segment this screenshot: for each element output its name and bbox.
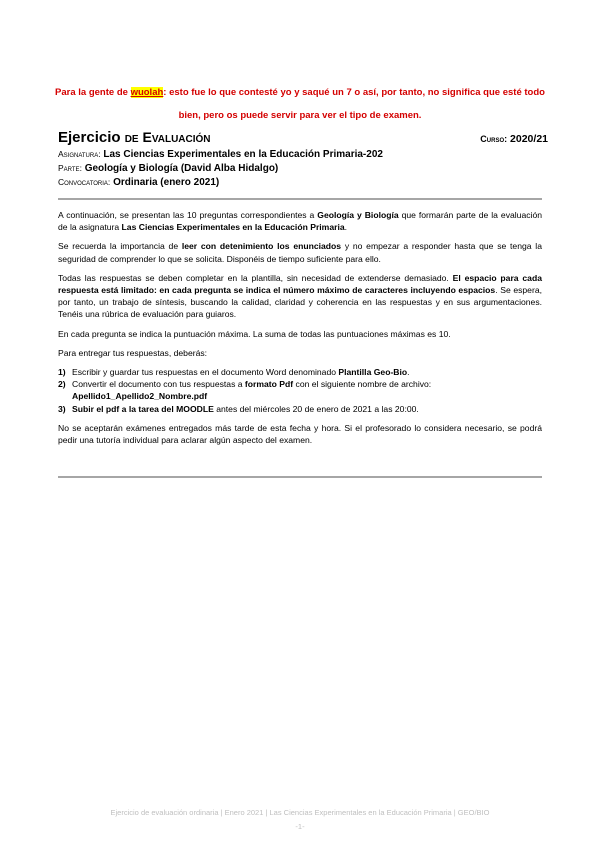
course-year: Curso: 2020/21 — [480, 133, 548, 145]
paragraph-reading: Se recuerda la importancia de leer con detenimiento los enunciados y no empezar a responder hasta que se tenga la seguridad de comprender lo que se solicita. Disponéis de tiempo suficiente para ello. — [58, 241, 542, 264]
paragraph-delivery: Para entregar tus respuestas, deberás: — [58, 347, 208, 358]
wuolah-note-line2: bien, pero os puede servir para ver el tipo de examen. — [178, 110, 422, 121]
wuolah-note-line1: Para la gente de wuolah: esto fue lo que contesté yo y saqué un 7 o así, por tanto, no significa que esté todo — [55, 87, 545, 98]
list-item: 1) Escribir y guardar tus respuestas en el documento Word denominado Plantilla Geo-Bio. — [58, 367, 410, 378]
page-title: Ejercicio de Evaluación — [58, 129, 211, 146]
footer-text: Ejercicio de evaluación ordinaria | Enero 2021 | Las Ciencias Experimentales en la Educación Primaria | GEO/BIO — [110, 808, 490, 817]
paragraph-deadline: No se aceptarán exámenes entregados más tarde de esta fecha y hora. Si el profesorado lo considera necesario, se podrá pedir una tutoría individual para aclarar algún aspecto del examen. — [58, 422, 542, 446]
filename-format: Apellido1_Apellido2_Nombre.pdf — [72, 391, 208, 402]
paragraph-scoring: En cada pregunta se indica la puntuación máxima. La suma de todas las puntuaciones máximas es 10. — [58, 328, 451, 339]
instructions — [58, 209, 542, 453]
paragraph-template: Todas las respuestas se deben completar en la plantilla, sin necesidad de extenderse demasiado. El espacio para cada respuesta está limitado: en cada pregunta se indica el número máximo de caracteres incluyendo espacios. Se espera, por tanto, un trabajo de síntesis, buscando la calidad, claridad y coherencia en las respuestas y en sus argumentaciones. Tenéis una rúbrica de evaluación para guiaros. — [58, 272, 542, 320]
subject-line: Asignatura: Las Ciencias Experimentales en la Educación Primaria-202 — [58, 149, 383, 160]
wuolah-highlight: wuolah — [130, 87, 164, 98]
list-item: 3) Subir el pdf a la tarea del MOODLE antes del miércoles 20 de enero de 2021 a las 20:00. — [58, 403, 419, 414]
divider-top — [58, 198, 542, 200]
part-line: Parte: Geología y Biología (David Alba Hidalgo) — [58, 163, 279, 174]
divider-bottom — [58, 476, 542, 478]
page-number: -1- — [295, 822, 305, 831]
paragraph-intro: A continuación, se presentan las 10 preguntas correspondientes a Geología y Biología que formarán parte de la evaluación de la asignatura Las Ciencias Experimentales en la Educación Primaria. — [58, 210, 542, 233]
call-line: Convocatoria: Ordinaria (enero 2021) — [58, 177, 220, 188]
list-item: 2) Convertir el documento con tus respuestas a formato Pdf con el siguiente nombre de archivo: Apellido1_Apellido2_Nombre.pdf — [58, 379, 432, 402]
delivery-steps — [58, 366, 542, 415]
